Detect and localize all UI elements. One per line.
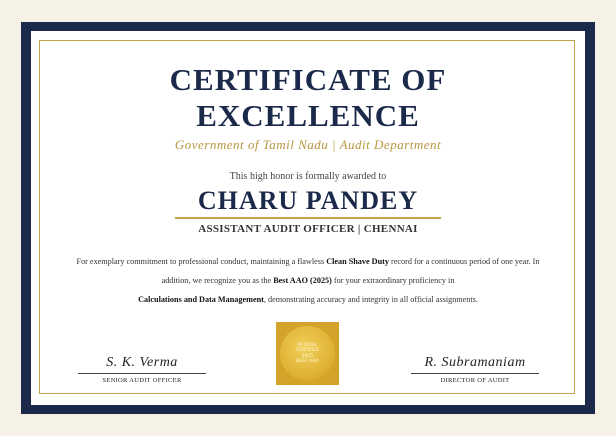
citation-part-1: For exemplary commitment to professional conduct, maintaining a flawless xyxy=(76,257,327,266)
name-underline xyxy=(175,217,441,219)
citation-part-2: record for a continuous period of one year. In addition, we recognize you as the xyxy=(161,257,540,285)
seal-text-3: 2025 xyxy=(301,353,314,359)
gold-seal xyxy=(280,326,335,381)
citation-part-3: for your extraordinary proficiency in xyxy=(331,276,455,285)
signature-line xyxy=(78,373,206,374)
title-line-2: EXCELLENCE xyxy=(196,98,420,133)
citation-text xyxy=(70,252,546,309)
signature-right xyxy=(405,355,545,384)
signature-title: SENIOR AUDIT OFFICER xyxy=(102,377,182,384)
citation-part-4: , demonstrating accuracy and integrity in all official assignments. xyxy=(263,295,478,304)
seal-text-1: OFFICIAL xyxy=(297,342,318,348)
signature-title: DIRECTOR OF AUDIT xyxy=(440,377,510,384)
awarded-to-text: This high honor is formally awarded to xyxy=(229,171,387,182)
gold-seal-frame xyxy=(276,322,339,385)
recipient-name: CHARU PANDEY xyxy=(197,186,419,215)
signature-name: S. K. Verma xyxy=(106,355,178,370)
seal-text-2: CERTIFIED xyxy=(295,348,320,353)
citation-highlight-2: Best AAO (2025) xyxy=(273,276,332,285)
signature-left xyxy=(72,355,212,384)
title-line-1: CERTIFICATE OF xyxy=(169,62,447,97)
recipient-role: ASSISTANT AUDIT OFFICER | CHENNAI xyxy=(198,223,418,235)
certificate-title xyxy=(0,62,616,134)
citation-highlight-1: Clean Shave Duty xyxy=(326,257,389,266)
signature-name: R. Subramaniam xyxy=(424,355,526,370)
seal-text-4: BEST AAO xyxy=(296,359,319,364)
department-subtitle: Government of Tamil Nadu | Audit Department xyxy=(174,137,442,152)
signature-line xyxy=(411,373,539,374)
citation-highlight-3: Calculations and Data Management xyxy=(138,295,264,304)
